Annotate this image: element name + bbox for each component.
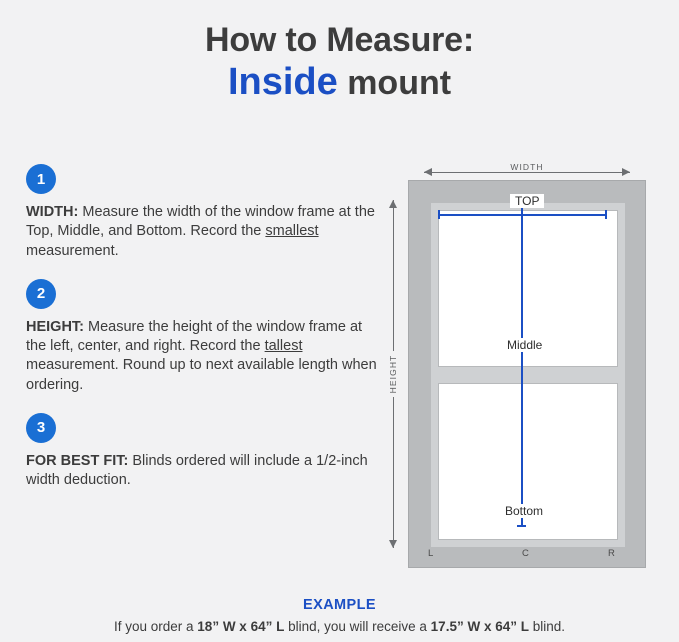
step-1-text-a: Measure the width of the window frame at the Top, Middle, and Bottom. Record the (26, 204, 375, 240)
step-1-underlined: smallest (265, 223, 319, 240)
axis-letter-left: L (428, 548, 434, 559)
title-line-1: How to Measure: (204, 21, 475, 59)
page-title (0, 0, 679, 107)
title-accent-word: Inside (227, 61, 338, 104)
step-1 (26, 164, 378, 261)
example-text-b: blind, you will receive a (284, 619, 431, 634)
step-1-text (26, 203, 378, 261)
step-2-text-b: measurement. Round up to next available length when ordering. (26, 357, 377, 393)
example-text-c: blind. (528, 619, 565, 634)
label-bottom: Bottom (500, 504, 548, 518)
arrow-up-icon (389, 200, 397, 208)
example-text-a: If you order a (114, 619, 198, 634)
step-3-label: FOR BEST FIT: (26, 452, 129, 469)
step-1-text-b: measurement. (26, 242, 119, 259)
axis-letter-center: C (522, 548, 529, 559)
example-title: EXAMPLE (303, 597, 376, 613)
measure-tick-top-left (438, 210, 440, 219)
arrow-right-icon (622, 168, 630, 176)
step-2-text (26, 318, 378, 395)
step-1-label: WIDTH: (26, 204, 79, 220)
step-3-text-a: Blinds ordered will include a 1/2-inch width deduction. (26, 452, 368, 489)
label-middle: Middle (502, 338, 547, 352)
title-line-2 (0, 59, 679, 107)
step-2 (26, 279, 378, 395)
step-2-text-a: Measure the height of the window frame at the left, center, and right. Record the (26, 318, 363, 355)
step-2-badge: 2 (26, 279, 56, 309)
step-1-badge: 1 (26, 164, 56, 194)
steps-list (26, 164, 378, 509)
step-3-badge: 3 (26, 413, 56, 443)
step-2-underlined: tallest (264, 338, 303, 355)
arrow-down-icon (389, 540, 397, 548)
measure-tick-center-bottom (517, 525, 526, 527)
example-footer (0, 597, 679, 634)
step-3-text (26, 452, 378, 491)
label-top: TOP (510, 194, 544, 208)
step-2-label: HEIGHT: (26, 318, 84, 335)
width-arrow-line (424, 172, 630, 173)
window-diagram (378, 152, 663, 562)
height-dimension-label: HEIGHT (388, 351, 398, 397)
width-dimension-arrow (424, 162, 630, 178)
arrow-left-icon (424, 168, 432, 176)
content-area (0, 152, 679, 572)
height-dimension-arrow (387, 200, 399, 548)
width-dimension-label: WIDTH (503, 162, 550, 172)
measure-line-center (521, 200, 523, 526)
axis-letter-right: R (608, 548, 615, 559)
example-received-size: 17.5” W x 64” L (430, 619, 529, 634)
example-text (0, 619, 679, 634)
measure-tick-top-right (605, 210, 607, 219)
step-3 (26, 413, 378, 491)
example-order-size: 18” W x 64” L (197, 619, 285, 634)
title-mount-word: mount (337, 64, 452, 103)
window-frame-inner (431, 203, 625, 547)
